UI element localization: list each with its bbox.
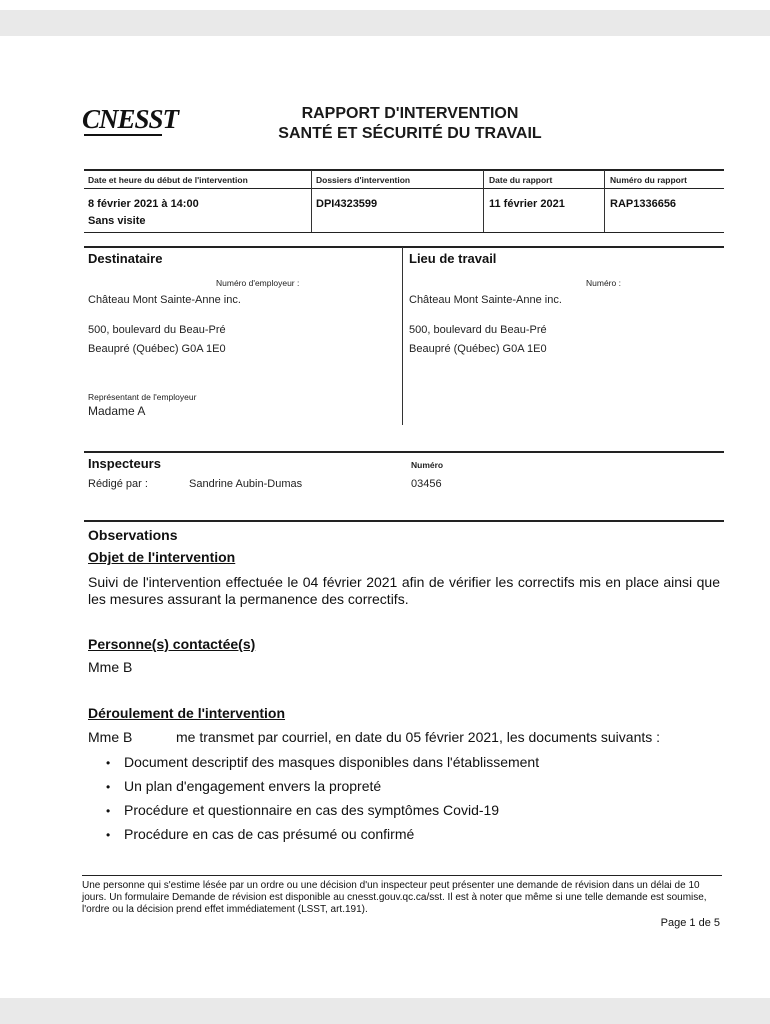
list-item: • Procédure et questionnaire en cas des symptômes Covid-19 <box>106 798 539 822</box>
redige-label: Rédigé par : <box>88 478 148 490</box>
footer-rule <box>82 875 722 876</box>
objet-heading: Objet de l'intervention <box>88 549 236 565</box>
destinataire-address2: Beaupré (Québec) G0A 1E0 <box>88 343 226 355</box>
info-table-bottom-rule <box>84 232 724 233</box>
recipient-section-divider <box>402 247 403 425</box>
scan-edge-bottom <box>0 998 770 1024</box>
list-item: • Document descriptif des masques disponibles dans l'établissement <box>106 750 539 774</box>
report-number-label: Numéro du rapport <box>610 175 687 185</box>
lieu-address2: Beaupré (Québec) G0A 1E0 <box>409 343 547 355</box>
deroulement-heading: Déroulement de l'intervention <box>88 705 286 721</box>
dossier-value: DPI4323599 <box>316 198 378 210</box>
visit-value: Sans visite <box>88 215 146 227</box>
recipient-section-rule <box>84 246 724 248</box>
info-table-divider-2 <box>483 170 484 232</box>
employer-number-label: Numéro d'employeur : <box>216 278 300 288</box>
inspectors-section-rule <box>84 451 724 453</box>
inspecteurs-heading: Inspecteurs <box>88 456 161 471</box>
representative-value: Madame A <box>88 404 146 418</box>
report-title-line1: RAPPORT D'INTERVENTION <box>301 105 519 122</box>
footer-note: Une personne qui s'estime lésée par un ordre ou une décision d'un inspecteur peut présenter une demande de révision dans un délai de 10 jours. Un formulaire Demande de révision est disponible au cnesst.gouv.qc.ca/sst. Il est à noter que même si une telle demande est soumise, l'ordre ou la décision prend effet immédiatement (LSST, art.191). <box>82 880 707 915</box>
scan-edge-top <box>0 10 770 36</box>
personnes-heading: Personne(s) contactée(s) <box>88 636 256 652</box>
report-title-line2: SANTÉ ET SÉCURITÉ DU TRAVAIL <box>278 125 542 142</box>
inspector-number-label: Numéro <box>411 460 444 470</box>
report-date-value: 11 février 2021 <box>489 198 565 210</box>
page-number: Page 1 de 5 <box>660 917 720 929</box>
deroulement-prefix: Mme B <box>88 729 133 745</box>
observations-heading: Observations <box>88 527 178 543</box>
cnesst-logo: CNESST <box>82 104 179 134</box>
list-item: • Un plan d'engagement envers la propreté <box>106 774 539 798</box>
destinataire-heading: Destinataire <box>88 251 163 266</box>
deroulement-text: me transmet par courriel, en date du 05 février 2021, les documents suivants : <box>176 729 661 745</box>
lieu-heading: Lieu de travail <box>409 251 497 266</box>
report-date-label: Date du rapport <box>489 175 553 185</box>
logo-underline <box>84 134 162 136</box>
personnes-value: Mme B <box>88 659 133 675</box>
lieu-name: Château Mont Sainte-Anne inc. <box>409 294 562 306</box>
destinataire-address1: 500, boulevard du Beau-Pré <box>88 324 226 336</box>
observations-section-rule <box>84 520 724 522</box>
lieu-address1: 500, boulevard du Beau-Pré <box>409 324 547 336</box>
inspector-name: Sandrine Aubin-Dumas <box>189 478 303 490</box>
date-label: Date et heure du début de l'intervention <box>88 175 248 185</box>
info-table-top-rule <box>84 169 724 171</box>
info-table-header-rule <box>84 188 724 189</box>
objet-text: Suivi de l'intervention effectuée le 04 février 2021 afin de vérifier les correctifs mis en place ainsi que les mesures assurant la permanence des correctifs. <box>88 574 720 607</box>
info-table-divider-3 <box>604 170 605 232</box>
list-item: • Procédure en cas de cas présumé ou confirmé <box>106 822 539 846</box>
documents-list <box>106 750 539 846</box>
destinataire-name: Château Mont Sainte-Anne inc. <box>88 294 241 306</box>
dossier-label: Dossiers d'intervention <box>316 175 411 185</box>
date-value: 8 février 2021 à 14:00 <box>88 198 199 210</box>
lieu-number-label: Numéro : <box>586 278 621 288</box>
info-table-divider-1 <box>311 170 312 232</box>
inspector-number: 03456 <box>411 478 442 490</box>
representative-label: Représentant de l'employeur <box>88 392 197 402</box>
report-number-value: RAP1336656 <box>610 198 677 210</box>
